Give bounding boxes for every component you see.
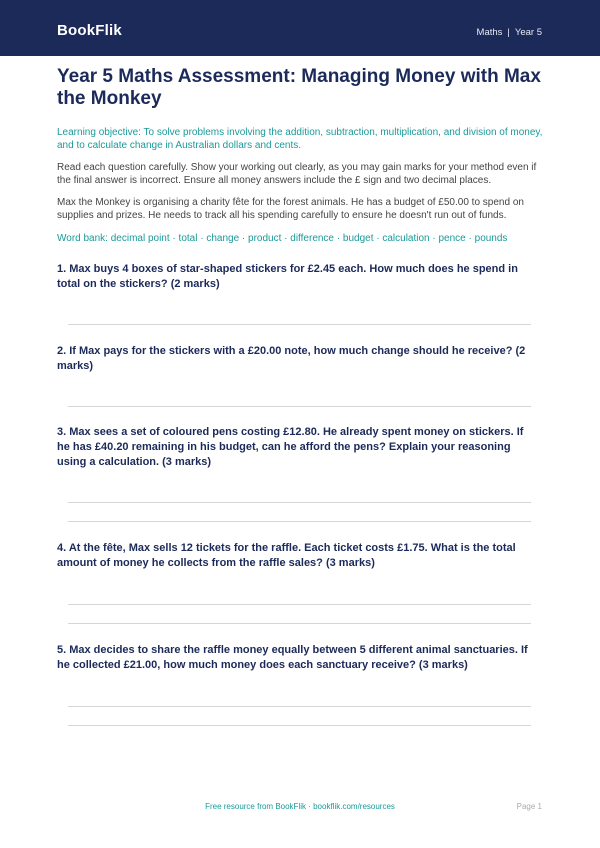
answer-line[interactable]: [68, 706, 531, 707]
breadcrumb-subject[interactable]: Maths: [476, 27, 503, 38]
brand-logo[interactable]: BookFlik: [57, 22, 122, 39]
answer-line[interactable]: [68, 725, 531, 726]
page-number: Page 1: [516, 802, 542, 811]
answer-line[interactable]: [68, 324, 531, 325]
footer-credit[interactable]: Free resource from BookFlik · bookflik.com/resources: [205, 802, 395, 811]
answer-line[interactable]: [68, 521, 531, 522]
answer-line[interactable]: [68, 623, 531, 624]
scenario-text: Max the Monkey is organising a charity fête for the forest animals. He has a budget of £50.00 to spend on supplies and prizes. He needs to track all his spending carefully to ensure he doesn't run out of funds.: [57, 197, 524, 221]
question-3: 3. Max sees a set of coloured pens costing £12.80. He already spent money on stickers. If he has £40.20 remaining in his budget, can he afford the pens? Explain your reasoning using a calculation. (3 marks): [57, 426, 524, 468]
answer-line[interactable]: [68, 604, 531, 605]
header-bar: [0, 0, 600, 56]
answer-line[interactable]: [68, 502, 531, 503]
instructions-text: Read each question carefully. Show your working out clearly, as you may gain marks for your method even if the final answer is incorrect. Ensure all money answers include the £ sign and two decimal places.: [57, 162, 537, 186]
question-2: 2. If Max pays for the stickers with a £20.00 note, how much change should he receive? (2 marks): [57, 345, 526, 372]
breadcrumb-year[interactable]: Year 5: [514, 27, 542, 38]
question-1: 1. Max buys 4 boxes of star-shaped stickers for £2.45 each. How much does he spend in total on the stickers? (2 marks): [57, 263, 518, 290]
word-bank: Word bank: decimal point · total · change · product · difference · budget · calculation · pence · pounds: [57, 233, 508, 244]
intro-section: [57, 66, 543, 245]
page-title: Year 5 Maths Assessment: Managing Money with Max the Monkey: [57, 66, 541, 109]
answer-line[interactable]: [68, 406, 531, 407]
breadcrumb: [477, 27, 542, 38]
question-4: 4. At the fête, Max sells 12 tickets for the raffle. Each ticket costs £1.75. What is the total amount of money he collects from the raffle sales? (3 marks): [57, 542, 516, 569]
breadcrumb-separator: |: [507, 27, 510, 38]
learning-objective: Learning objective: To solve problems involving the addition, subtraction, multiplication, and division of money, and to calculate change in Australian dollars and cents.: [57, 127, 543, 151]
question-5: 5. Max decides to share the raffle money equally between 5 different animal sanctuaries. If he collected £21.00, how much money does each sanctuary receive? (3 marks): [57, 644, 528, 671]
